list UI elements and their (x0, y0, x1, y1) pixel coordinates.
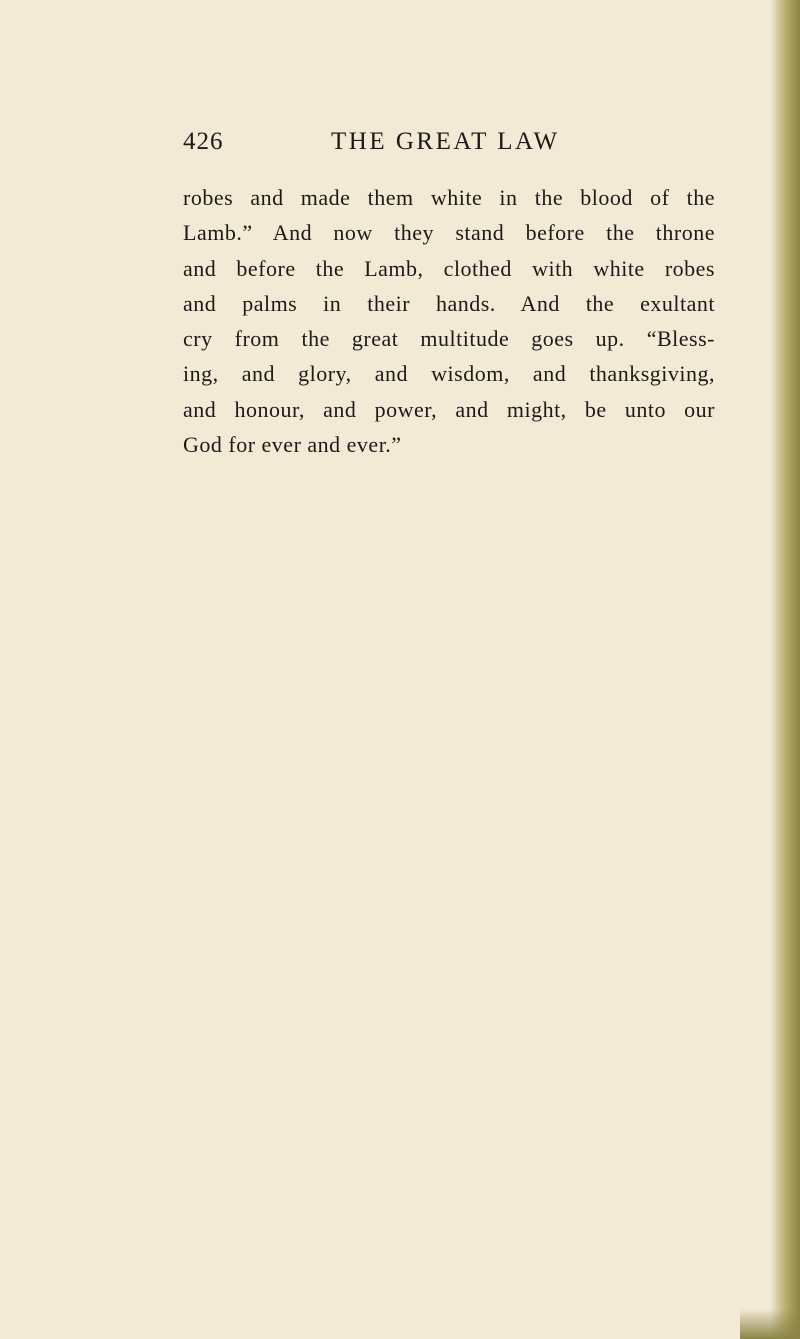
text-line: and before the Lamb, clothed with white robes (183, 255, 715, 281)
running-head (183, 128, 743, 168)
text-line: and palms in their hands. And the exultant (183, 290, 715, 316)
page-edge-shadow (740, 1309, 800, 1339)
page-edge (770, 0, 800, 1339)
text-line: God for ever and ever.” (183, 432, 402, 458)
text-line: cry from the great multitude goes up. “Bless- (183, 326, 715, 352)
running-title: THE GREAT LAW (331, 128, 560, 155)
text-line: Lamb.” And now they stand before the throne (183, 220, 715, 246)
body-paragraph (183, 180, 715, 462)
text-line: robes and made them white in the blood of the (183, 185, 715, 210)
text-line: ing, and glory, and wisdom, and thanksgiving, (183, 361, 715, 387)
page-number: 426 (183, 128, 224, 155)
text-line: and honour, and power, and might, be unto our (183, 396, 715, 422)
